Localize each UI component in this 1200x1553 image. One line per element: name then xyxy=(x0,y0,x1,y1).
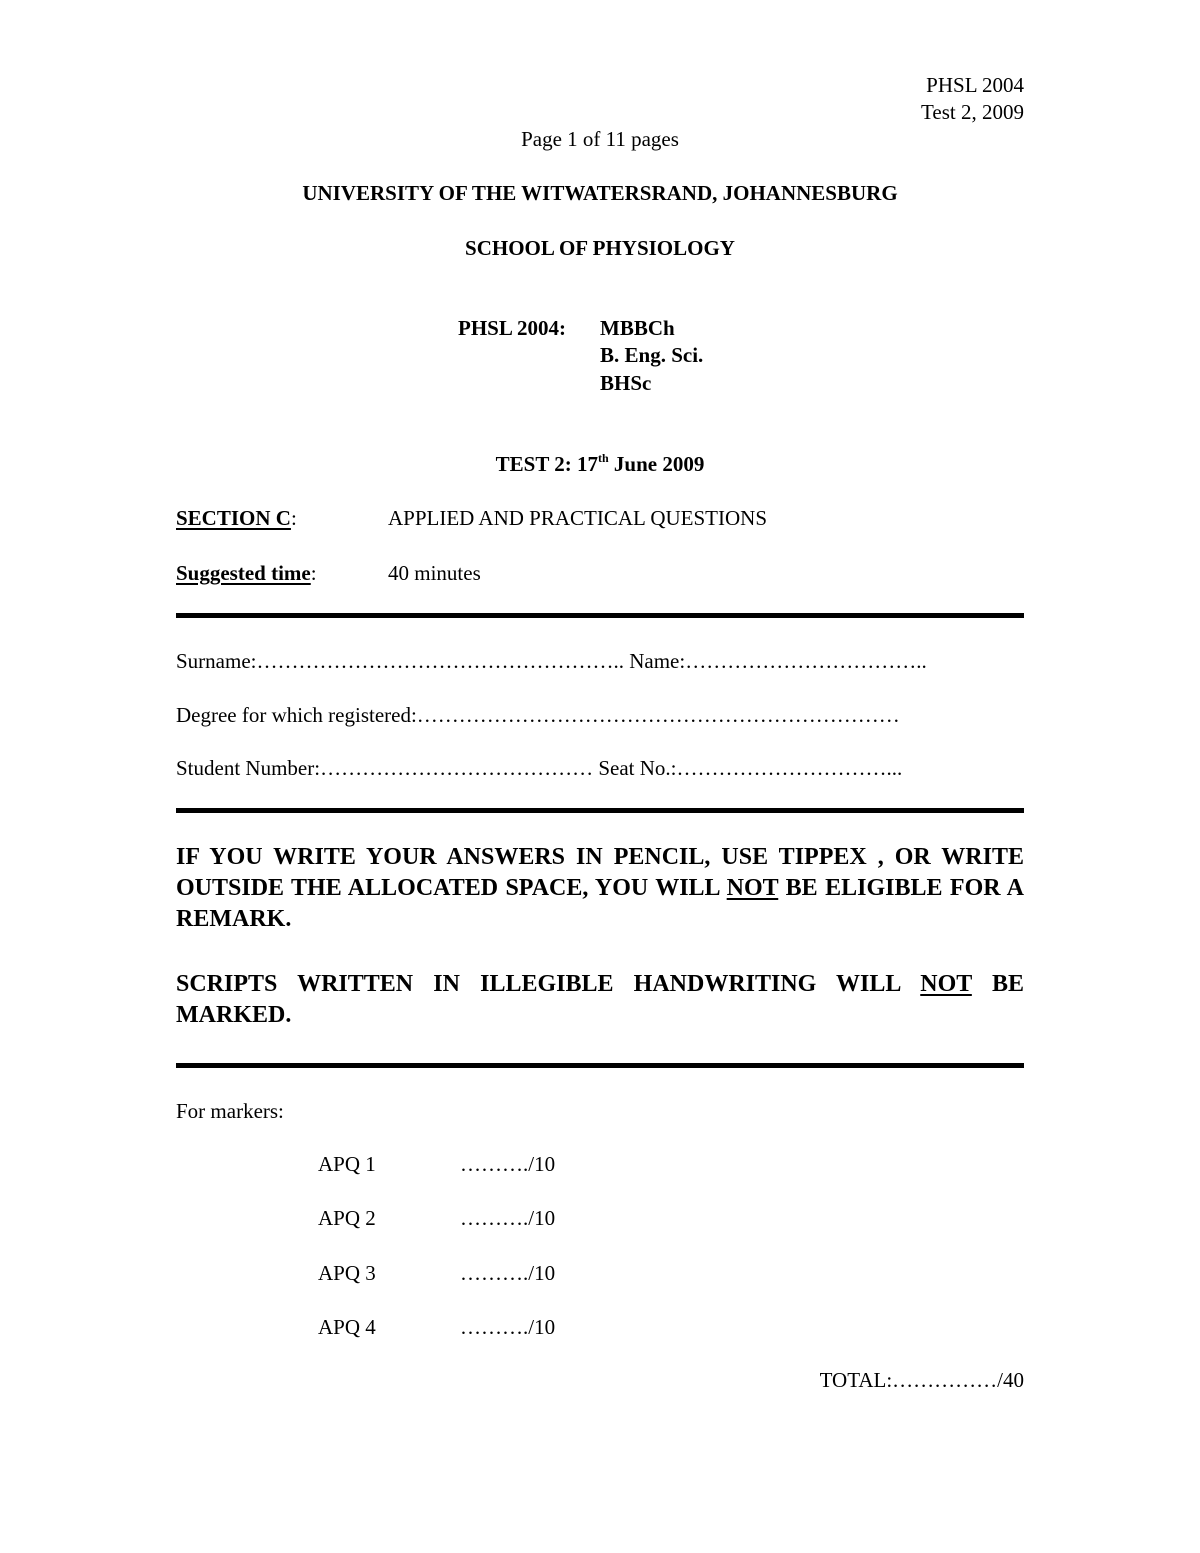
university-title: UNIVERSITY OF THE WITWATERSRAND, JOHANNESBURG xyxy=(302,181,898,205)
apq-score: ………./10 xyxy=(460,1315,556,1339)
page-indicator: Page 1 of 11 pages xyxy=(521,127,679,151)
course-code: PHSL 2004 xyxy=(926,73,1024,97)
degree-mbbch: MBBCh xyxy=(600,316,675,340)
apq-score: ………./10 xyxy=(460,1152,556,1176)
student-number-seat-field[interactable]: Student Number:………………………………… Seat No.:…………………………... xyxy=(176,756,903,780)
school-title: SCHOOL OF PHYSIOLOGY xyxy=(465,236,735,260)
suggested-time-value: 40 minutes xyxy=(388,561,481,585)
apq-label: APQ 1 xyxy=(318,1152,376,1176)
apq-score: ………./10 xyxy=(460,1206,556,1230)
apq-label: APQ 4 xyxy=(318,1315,376,1339)
degree-beng: B. Eng. Sci. xyxy=(600,343,704,367)
degree-bhsc: BHSc xyxy=(600,371,652,395)
apq-label: APQ 3 xyxy=(318,1261,376,1285)
total-score: TOTAL:……………/40 xyxy=(819,1368,1024,1392)
warning-handwriting: SCRIPTS WRITTEN IN ILLEGIBLE HANDWRITING WILL NOT BE MARKED. xyxy=(176,971,1024,1028)
apq-score: ………./10 xyxy=(460,1261,556,1285)
warning-pencil: IF YOU WRITE YOUR ANSWERS IN PENCIL, USE TIPPEX , OR WRITE OUTSIDE THE ALLOCATED SPACE, YOU WILL NOT BE ELIGIBLE FOR A REMARK. xyxy=(176,844,1024,932)
suggested-time-label: Suggested time: xyxy=(176,561,317,585)
divider xyxy=(176,613,1024,618)
divider xyxy=(176,1063,1024,1068)
for-markers-label: For markers: xyxy=(176,1099,284,1123)
section-label: SECTION C: xyxy=(176,506,297,530)
section-value: APPLIED AND PRACTICAL QUESTIONS xyxy=(388,506,767,530)
apq-label: APQ 2 xyxy=(318,1206,376,1230)
degree-field[interactable]: Degree for which registered:…………………………………………………………… xyxy=(176,703,900,727)
test-date: TEST 2: 17th June 2009 xyxy=(495,451,705,476)
divider xyxy=(176,808,1024,813)
surname-name-field[interactable]: Surname:…………………………………………….. Name:…………………………….. xyxy=(176,649,927,673)
course-label: PHSL 2004: xyxy=(458,316,566,340)
test-year: Test 2, 2009 xyxy=(921,100,1024,124)
